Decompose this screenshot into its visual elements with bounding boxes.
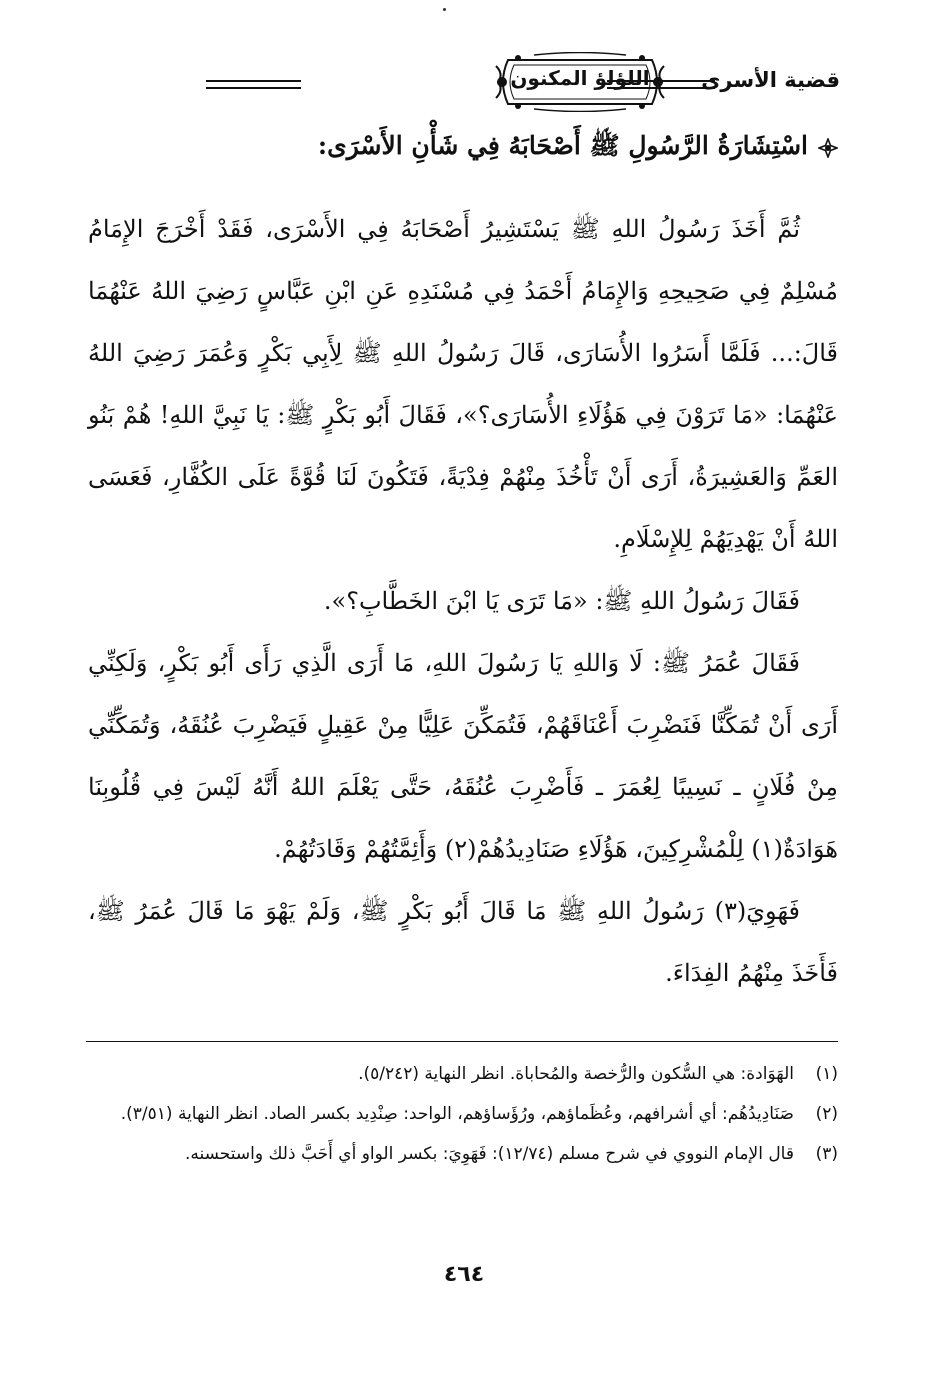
paragraph-3: فَقَالَ عُمَرُ ﷺ: لَا وَاللهِ يَا رَسُولَ اللهِ، مَا أَرَى الَّذِي رَأَى أَبُو بَكْرٍ، وَلَكِنِّي أَرَى أَنْ تُمَكِّنَّا فَنَضْرِبَ أَعْنَاقَهُمْ، فَتُمَكِّنَ عَلِيًّا مِنْ عَقِيلٍ فَيَضْرِبَ عُنُقَهُ، وَتُمَكِّنِّي مِنْ فُلَانٍ ـ نَسِيبًا لِعُمَرَ ـ فَأَضْرِبَ عُنُقَهُ، حَتَّى يَعْلَمَ اللهُ أَنَّهُ لَيْسَ فِي قُلُوبِنَا هَوَادَةٌ(١) لِلْمُشْرِكِينَ، هَؤُلَاءِ صَنَادِيدُهُمْ(٢) وَأَئِمَّتُهُمْ وَقَادَتُهُمْ. [88,649,838,863]
paragraph-4: فَهَوِيَ(٣) رَسُولُ اللهِ ﷺ مَا قَالَ أَبُو بَكْرٍ ﷺ، وَلَمْ يَهْوَ مَا قَالَ عُمَرُ ﷺ، فَأَخَذَ مِنْهُمُ الفِدَاءَ. [88,897,838,987]
footnote-text: قال الإمام النووي في شرح مسلم (١٢/٧٤): فَهَوِيَ: بكسر الواو أي أَحَبَّ ذلك واستحسنه. [184,1144,794,1164]
page-number: ٤٦٤ [443,1262,485,1287]
footnote-1 [88,1056,838,1092]
footnote-text: الهَوَادة: هي السُّكون والرُّخصة والمُحاباة. انظر النهاية (٥/٢٤٢). [358,1064,794,1084]
footnote-number: (٣) [815,1144,838,1164]
footnote-text: صَنَادِيدُهُم: أي أشرافهم، وعُظَماؤهم، ورُؤَساؤهم، الواحد: صِنْدِيد بكسر الصاد. انظر النهاية (٣/٥١). [120,1104,794,1124]
book-title: اللؤلؤ المكنون [510,66,650,90]
scan-speck [443,8,446,11]
footnote-number: (٢) [815,1104,838,1124]
running-header [88,52,840,114]
header-rule-left [206,80,301,89]
footnote-2 [88,1096,838,1132]
main-text [88,198,838,1004]
footnotes [88,1056,838,1176]
section-heading-text: اسْتِشَارَةُ الرَّسُولِ ﷺ أَصْحَابَهُ فِي شَأْنِ الأَسْرَى: [317,131,808,160]
footnote-number: (١) [815,1064,838,1084]
footnote-separator [86,1041,838,1042]
book-title-cartouche [494,52,666,112]
paragraph-1: ثُمَّ أَخَذَ رَسُولُ اللهِ ﷺ يَسْتَشِيرُ أَصْحَابَهُ فِي الأَسْرَى، فَقَدْ أَخْرَجَ الإِمَامُ مُسْلِمٌ فِي صَحِيحِهِ وَالإِمَامُ أَحْمَدُ فِي مُسْنَدِهِ عَنِ ابْنِ عَبَّاسٍ رَضِيَ اللهُ عَنْهُمَا قَالَ:... فَلَمَّا أَسَرُوا الأُسَارَى، قَالَ رَسُولُ اللهِ ﷺ لِأَبِي بَكْرٍ وَعُمَرَ رَضِيَ اللهُ عَنْهُمَا: «مَا تَرَوْنَ فِي هَؤُلَاءِ الأُسَارَى؟»، فَقَالَ أَبُو بَكْرٍ ﷺ: يَا نَبِيَّ اللهِ! هُمْ بَنُو العَمِّ وَالعَشِيرَةُ، أَرَى أَنْ تَأْخُذَ مِنْهُمْ فِدْيَةً، فَتَكُونَ لَنَا قُوَّةً عَلَى الكُفَّارِ، فَعَسَى اللهُ أَنْ يَهْدِيَهُمْ لِلإِسْلَامِ. [88,215,838,553]
section-title: قضية الأسرى [701,68,840,92]
paragraph-2: فَقَالَ رَسُولُ اللهِ ﷺ: «مَا تَرَى يَا ابْنَ الخَطَّابِ؟». [323,587,800,615]
flower-bullet-icon [818,138,838,158]
section-heading [88,130,838,167]
footnote-3 [88,1136,838,1172]
